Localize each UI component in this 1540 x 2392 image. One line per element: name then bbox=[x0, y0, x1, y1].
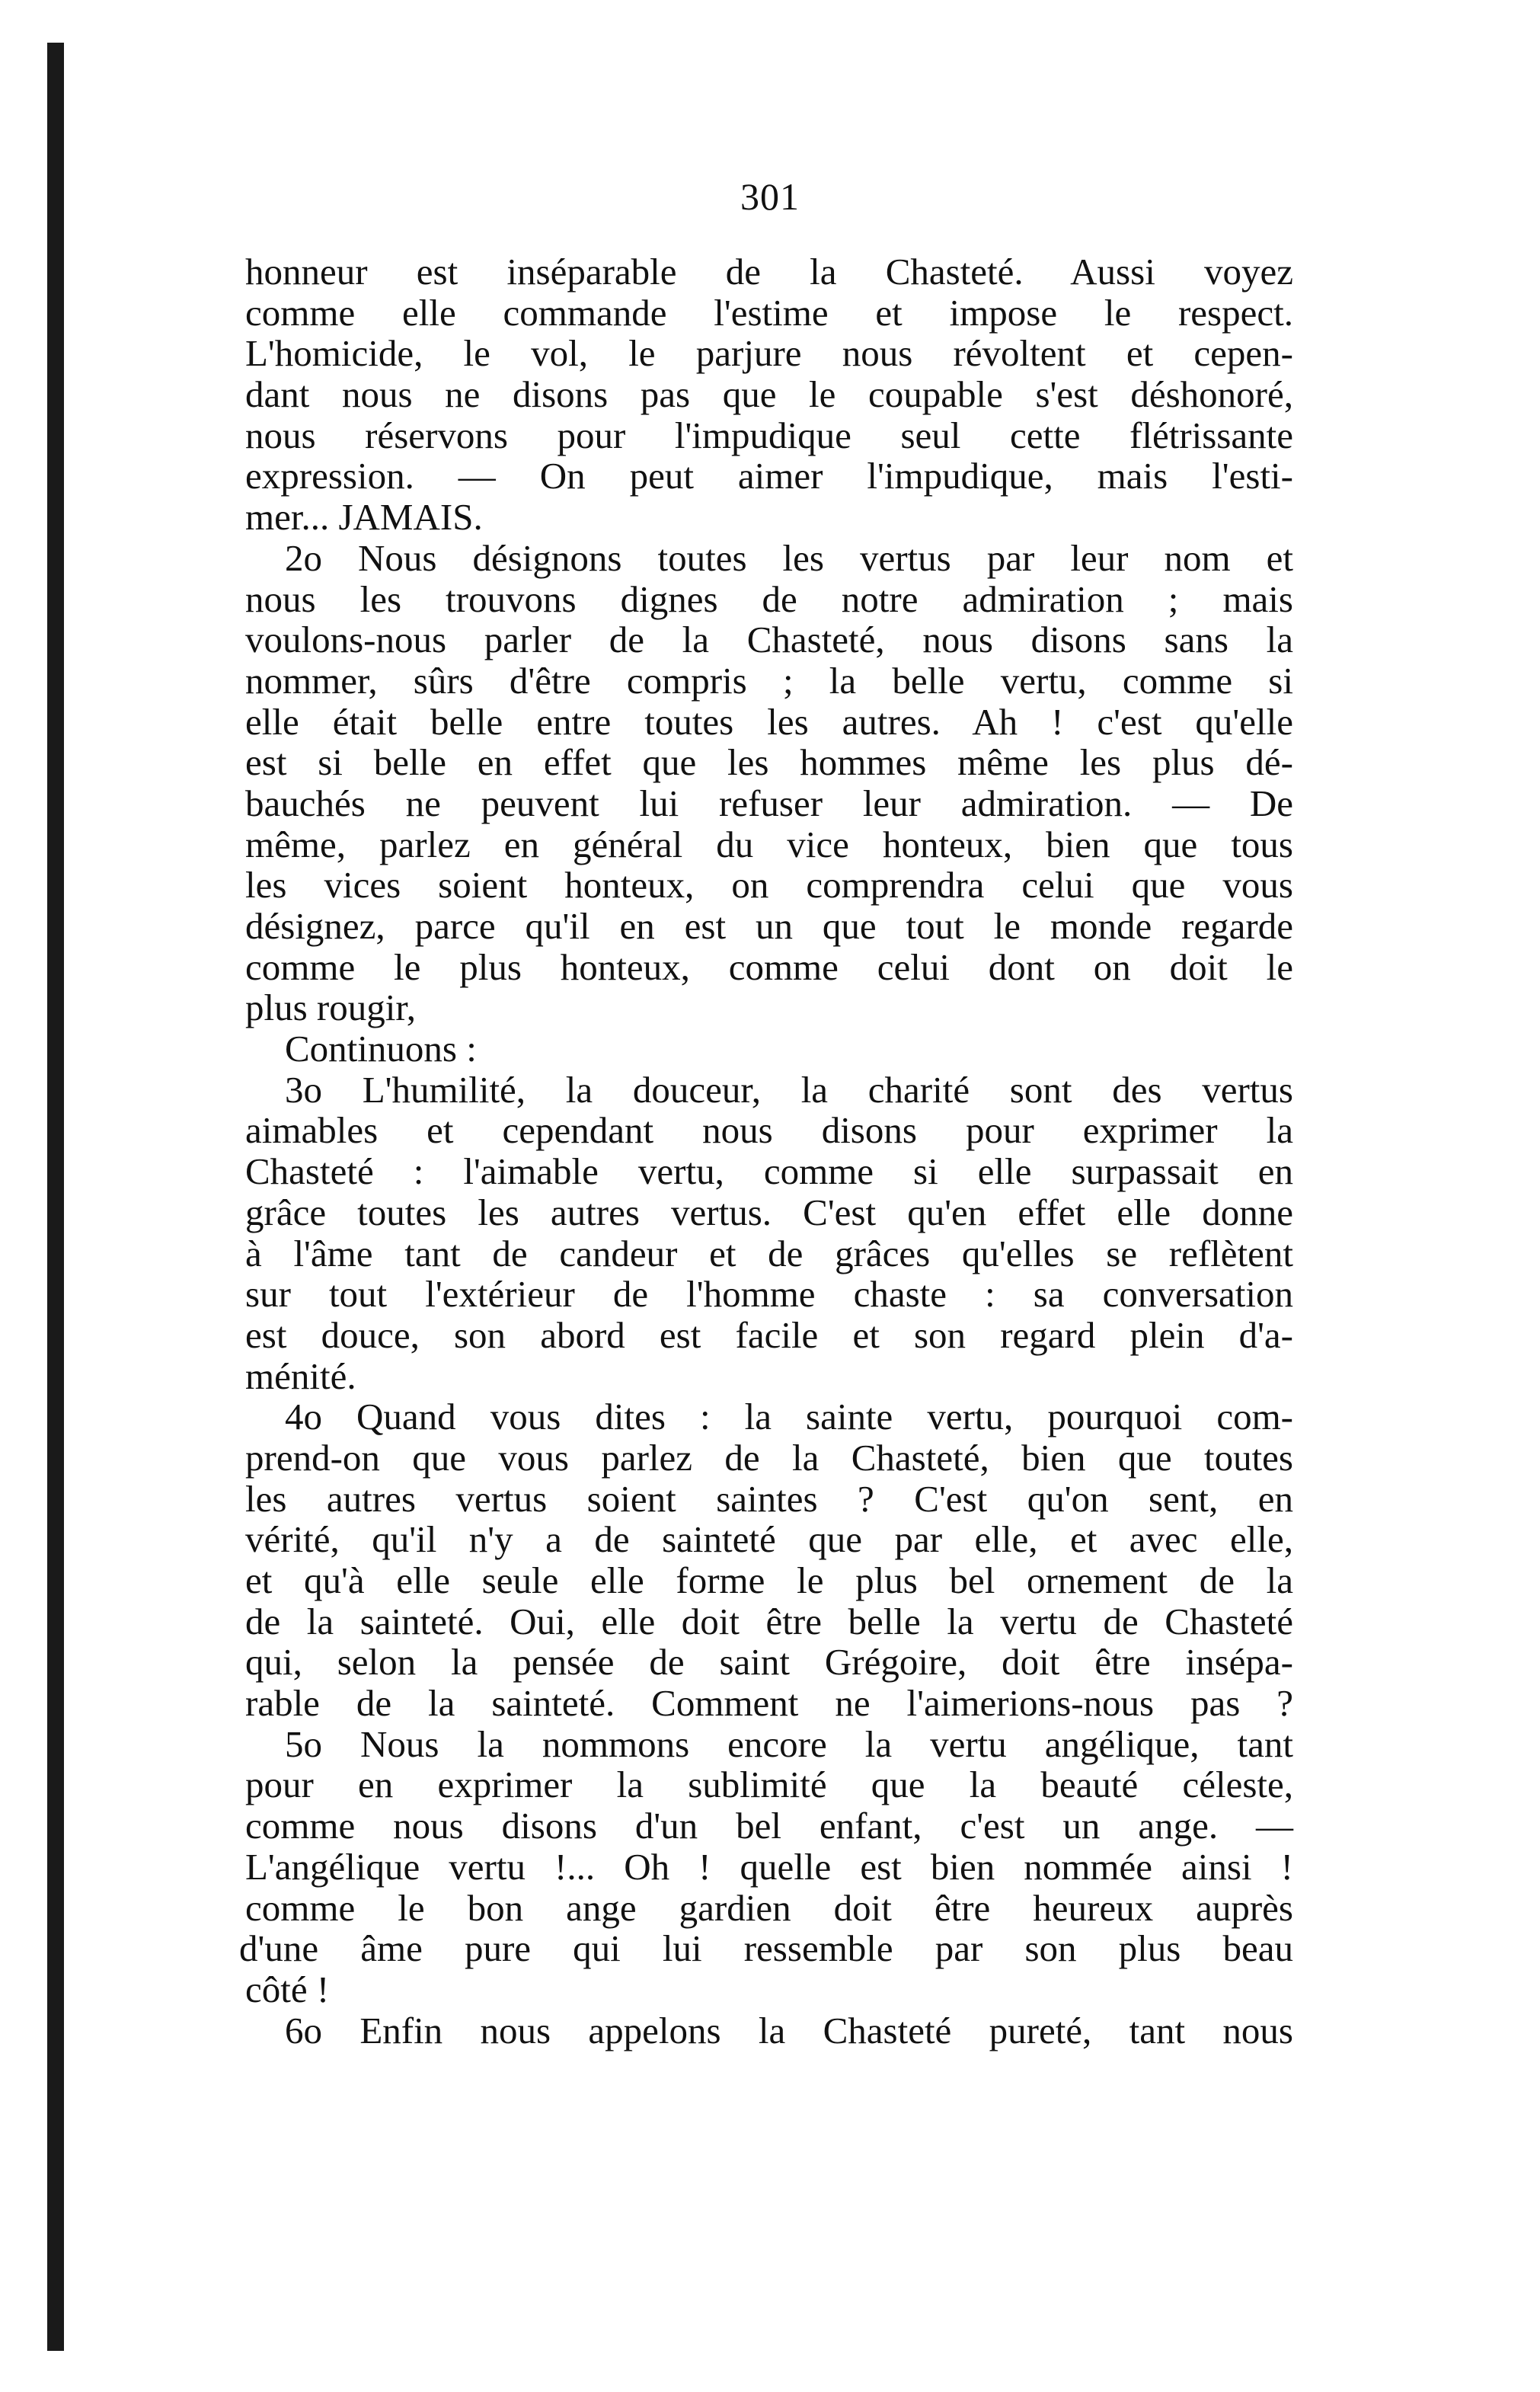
text-line: voulons-nous parler de la Chasteté, nous disons sans la bbox=[245, 619, 1293, 661]
text-line: qui, selon la pensée de saint Grégoire, doit être insépa- bbox=[245, 1641, 1293, 1684]
text-line: grâce toutes les autres vertus. C'est qu'en effet elle donne bbox=[245, 1191, 1293, 1233]
text-line: plus rougir, bbox=[245, 987, 416, 1029]
text-line: de la sainteté. Oui, elle doit être belle la vertu de Chasteté bbox=[245, 1600, 1293, 1642]
text-line: les vices soient honteux, on comprendra celui que vous bbox=[245, 864, 1293, 907]
text-line: mer... JAMAIS. bbox=[245, 496, 483, 539]
text-line: et qu'à elle seule elle forme le plus bel ornement de la bbox=[245, 1559, 1293, 1601]
text-line: expression. — On peut aimer l'impudique, mais l'esti- bbox=[245, 455, 1293, 497]
text-line: est douce, son abord est facile et son regard plein d'a- bbox=[245, 1313, 1293, 1356]
text-line: désignez, parce qu'il en est un que tout le monde regarde bbox=[245, 905, 1293, 947]
text-line: comme le plus honteux, comme celui dont on doit le bbox=[245, 945, 1293, 988]
text-line: comme le bon ange gardien doit être heureux auprès bbox=[245, 1886, 1293, 1929]
text-line: elle était belle entre toutes les autres. Ah ! c'est qu'elle bbox=[245, 700, 1293, 743]
text-line: nous les trouvons dignes de notre admiration ; mais bbox=[245, 577, 1293, 620]
text-line: les autres vertus soient saintes ? C'est qu'on sent, en bbox=[245, 1477, 1293, 1520]
text-line: même, parlez en général du vice honteux, bien que tous bbox=[245, 823, 1293, 865]
body-text bbox=[239, 251, 1293, 2051]
continuons-line: Continuons : bbox=[285, 1028, 477, 1070]
text-line: est si belle en effet que les hommes même les plus dé- bbox=[245, 741, 1293, 784]
page-number: 301 bbox=[740, 175, 800, 218]
text-line: ménité. bbox=[245, 1354, 356, 1397]
text-line: nous réservons pour l'impudique seul cette flétrissante bbox=[245, 414, 1293, 456]
text-line: prend-on que vous parlez de la Chasteté, bien que toutes bbox=[245, 1436, 1293, 1479]
text-line: d'une âme pure qui lui ressemble par son plus beau bbox=[239, 1927, 1293, 1970]
text-line: dant nous ne disons pas que le coupable s'est déshonoré, bbox=[245, 373, 1293, 416]
text-line: pour en exprimer la sublimité que la beauté céleste, bbox=[245, 1764, 1293, 1806]
text-line: vérité, qu'il n'y a de sainteté que par elle, et avec elle, bbox=[245, 1518, 1293, 1561]
paragraph-start-3: 3o L'humilité, la douceur, la charité sont des vertus bbox=[285, 1068, 1293, 1111]
text-line: comme elle commande l'estime et impose le respect. bbox=[245, 291, 1293, 334]
text-line: bauchés ne peuvent lui refuser leur admiration. — De bbox=[245, 782, 1293, 824]
paragraph-start-4: 4o Quand vous dites : la sainte vertu, pourquoi com- bbox=[285, 1396, 1293, 1438]
text-line: rable de la sainteté. Comment ne l'aimerions-nous pas ? bbox=[245, 1682, 1293, 1725]
text-line: comme nous disons d'un bel enfant, c'est un ange. — bbox=[245, 1805, 1293, 1847]
text-line: L'angélique vertu !... Oh ! quelle est bien nommée ainsi ! bbox=[245, 1845, 1293, 1888]
text-line: honneur est inséparable de la Chasteté. Aussi voyez bbox=[245, 251, 1293, 293]
text-line: côté ! bbox=[245, 1968, 330, 2010]
paragraph-start-2: 2o Nous désignons toutes les vertus par leur nom et bbox=[285, 536, 1293, 579]
paragraph-start-5: 5o Nous la nommons encore la vertu angélique, tant bbox=[285, 1722, 1293, 1765]
scan-edge-bar bbox=[47, 43, 64, 2351]
text-line: sur tout l'extérieur de l'homme chaste : sa conversation bbox=[245, 1273, 1293, 1316]
text-line: à l'âme tant de candeur et de grâces qu'elles se reflètent bbox=[245, 1232, 1293, 1274]
text-line: nommer, sûrs d'être compris ; la belle vertu, comme si bbox=[245, 659, 1293, 702]
paragraph-start-6: 6o Enfin nous appelons la Chasteté pureté, tant nous bbox=[285, 2009, 1293, 2051]
text-line: aimables et cependant nous disons pour exprimer la bbox=[245, 1109, 1293, 1152]
text-line: Chasteté : l'aimable vertu, comme si elle surpassait en bbox=[245, 1150, 1293, 1193]
text-line: L'homicide, le vol, le parjure nous révoltent et cepen- bbox=[245, 332, 1293, 375]
